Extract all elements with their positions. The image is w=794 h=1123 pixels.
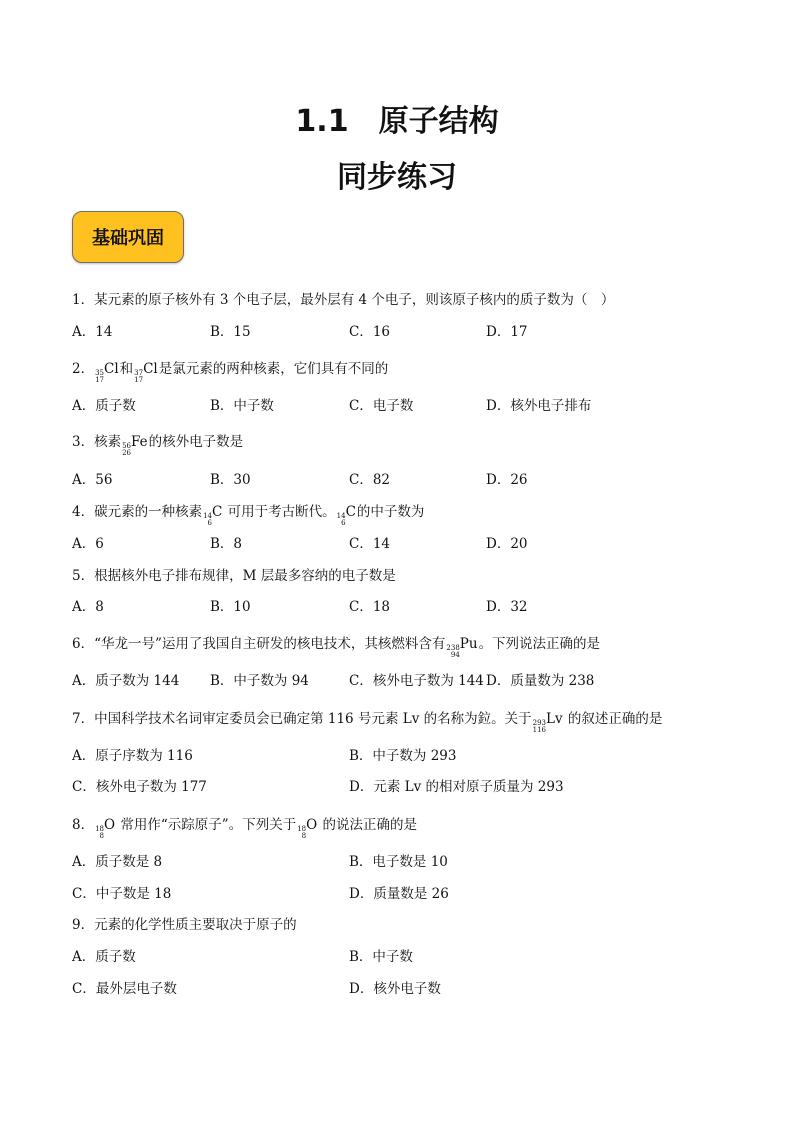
option-c[interactable]: C．最外层电子数 bbox=[72, 981, 177, 997]
option-d[interactable]: D．核外电子排布 bbox=[486, 398, 592, 414]
question-6-stem: 6．“华龙一号”运用了我国自主研发的核电技术，其核燃料含有 238 94 Pu。下列说法正确的是 bbox=[72, 636, 601, 659]
question-2-stem: 2． 35 17 Cl和 37 17 Cl是氯元素的两种核素，它们具有不同的 bbox=[72, 361, 389, 384]
question-1-stem: 1．某元素的原子核外有 3 个电子层，最外层有 4 个电子，则该原子核内的质子数为（ ） bbox=[72, 292, 615, 308]
isotope-symbol: 238 94 Pu bbox=[446, 636, 478, 659]
isotope-symbol: 37 17 Cl bbox=[134, 361, 158, 384]
option-c[interactable]: C．电子数 bbox=[349, 398, 414, 414]
question-4-options bbox=[72, 535, 752, 553]
isotope-symbol: 18 8 O bbox=[95, 817, 116, 840]
option-b[interactable]: B．中子数 bbox=[349, 949, 413, 965]
question-7-options-row1 bbox=[72, 747, 752, 765]
isotope-symbol: 14 6 C bbox=[336, 504, 356, 527]
option-a[interactable]: A．质子数是 8 bbox=[72, 854, 163, 870]
option-b[interactable]: B．中子数 bbox=[210, 398, 274, 414]
option-b[interactable]: B．中子数为 293 bbox=[349, 748, 457, 764]
option-d[interactable]: D．元素 Lv 的相对原子质量为 293 bbox=[349, 779, 564, 795]
option-a[interactable]: A．56 bbox=[72, 472, 113, 488]
option-c[interactable]: C．82 bbox=[349, 472, 391, 488]
option-b[interactable]: B．10 bbox=[210, 599, 251, 615]
option-c[interactable]: C．中子数是 18 bbox=[72, 886, 172, 902]
question-9-options-row2 bbox=[72, 980, 752, 998]
question-5-stem: 5．根据核外电子排布规律，M 层最多容纳的电子数是 bbox=[72, 568, 396, 584]
question-8-options-row2 bbox=[72, 885, 752, 903]
option-d[interactable]: D．32 bbox=[486, 599, 528, 615]
option-b[interactable]: B．8 bbox=[210, 536, 243, 552]
option-c[interactable]: C．核外电子数为 177 bbox=[72, 779, 207, 795]
question-4-stem: 4．碳元素的一种核素 14 6 C 可用于考古断代。 14 6 C的中子数为 bbox=[72, 504, 425, 527]
question-9-stem: 9．元素的化学性质主要取决于原子的 bbox=[72, 917, 297, 933]
option-d[interactable]: D．17 bbox=[486, 324, 528, 340]
option-a[interactable]: A．8 bbox=[72, 599, 104, 615]
option-a[interactable]: A．质子数为 144 bbox=[72, 673, 180, 689]
option-d[interactable]: D．26 bbox=[486, 472, 528, 488]
isotope-symbol: 293 116 Lv bbox=[532, 711, 563, 734]
option-d[interactable]: D．质量数是 26 bbox=[349, 886, 449, 902]
isotope-symbol: 35 17 Cl bbox=[95, 361, 119, 384]
question-5-options bbox=[72, 598, 752, 616]
option-b[interactable]: B．30 bbox=[210, 472, 251, 488]
question-8-stem: 8． 18 8 O 常用作“示踪原子”。下列关于 18 8 O 的说法正确的是 bbox=[72, 817, 417, 840]
isotope-symbol: 56 26 Fe bbox=[122, 434, 148, 457]
isotope-symbol: 14 6 C bbox=[203, 504, 223, 527]
option-c[interactable]: C．14 bbox=[349, 536, 391, 552]
option-a[interactable]: A．原子序数为 116 bbox=[72, 748, 193, 764]
question-3-options bbox=[72, 471, 752, 489]
option-b[interactable]: B．电子数是 10 bbox=[349, 854, 448, 870]
question-1-options bbox=[72, 323, 752, 341]
question-9-options-row1 bbox=[72, 948, 752, 966]
option-c[interactable]: C．核外电子数为 144 bbox=[349, 673, 484, 689]
section-badge: 基础巩固 bbox=[72, 211, 184, 263]
option-c[interactable]: C．18 bbox=[349, 599, 391, 615]
question-3-stem: 3．核素 56 26 Fe的核外电子数是 bbox=[72, 434, 244, 457]
option-b[interactable]: B．15 bbox=[210, 324, 251, 340]
option-d[interactable]: D．核外电子数 bbox=[349, 981, 441, 997]
question-6-options bbox=[72, 672, 752, 690]
isotope-symbol: 18 8 O bbox=[297, 817, 318, 840]
option-a[interactable]: A．质子数 bbox=[72, 398, 136, 414]
page-subtitle: 同步练习 bbox=[337, 160, 457, 195]
option-d[interactable]: D．质量数为 238 bbox=[486, 673, 595, 689]
question-2-options bbox=[72, 397, 752, 415]
option-a[interactable]: A．质子数 bbox=[72, 949, 136, 965]
question-7-stem: 7．中国科学技术名词审定委员会已确定第 116 号元素 Lv 的名称为鉝。关于 293 116 Lv 的叙述正确的是 bbox=[72, 711, 663, 734]
option-c[interactable]: C．16 bbox=[349, 324, 391, 340]
option-a[interactable]: A．14 bbox=[72, 324, 113, 340]
option-a[interactable]: A．6 bbox=[72, 536, 104, 552]
option-b[interactable]: B．中子数为 94 bbox=[210, 673, 309, 689]
page-title: 1.1 原子结构 bbox=[295, 104, 499, 139]
option-d[interactable]: D．20 bbox=[486, 536, 528, 552]
question-7-options-row2 bbox=[72, 778, 752, 796]
question-8-options-row1 bbox=[72, 853, 752, 871]
